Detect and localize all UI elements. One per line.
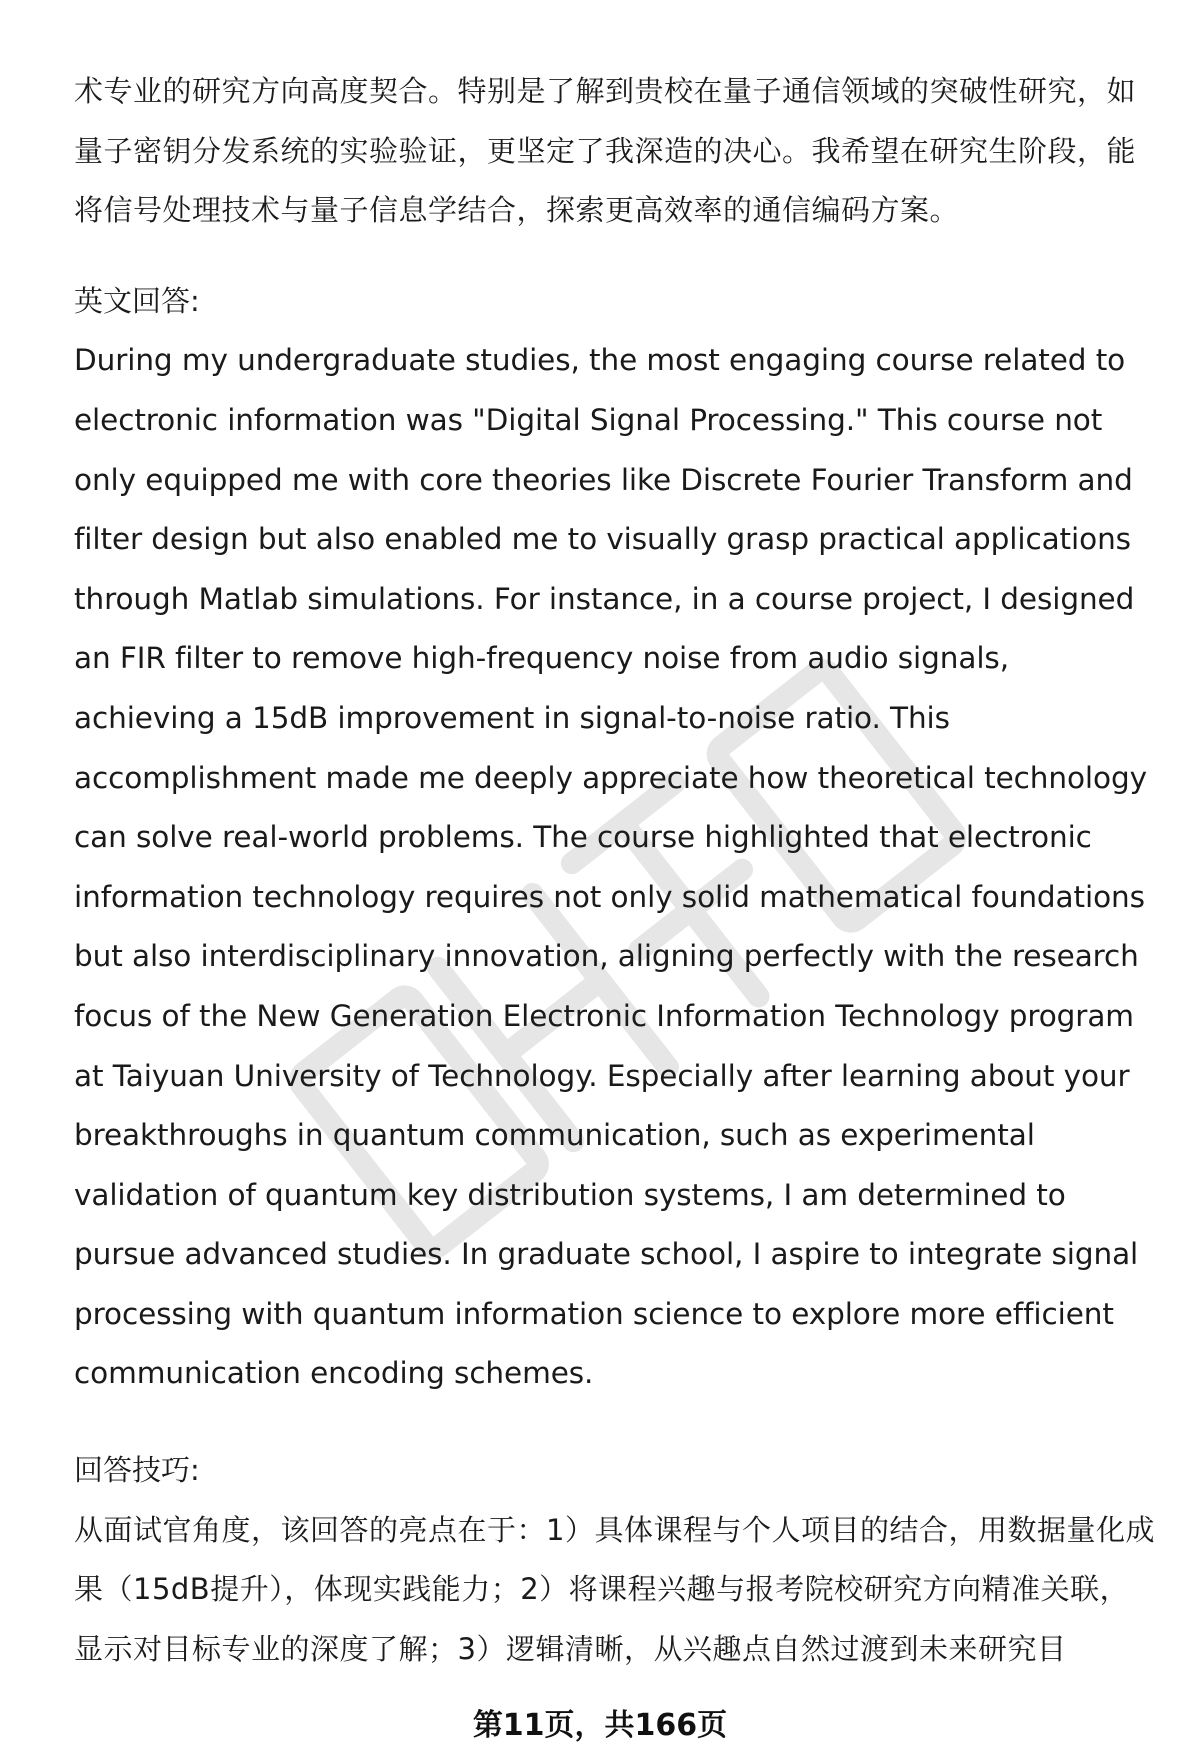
tips-heading: 回答技巧: xyxy=(74,1453,200,1488)
page-content xyxy=(74,62,1156,1679)
intro-paragraph: 术专业的研究方向高度契合。特别是了解到贵校在量子通信领域的突破性研究，如量子密钥分发系统的实验验证，更坚定了我深造的决心。我希望在研究生阶段，能将信号处理技术与量子信息学结合，探索更高效率的通信编码方案。 xyxy=(74,74,1137,228)
page-number: 第11页，共166页 xyxy=(472,1708,728,1743)
english-answer-heading: 英文回答: xyxy=(74,283,200,318)
tips-paragraph: 从面试官角度，该回答的亮点在于：1）具体课程与个人项目的结合，用数据量化成果（15dB提升），体现实践能力；2）将课程兴趣与报考院校研究方向精准关联，显示对目标专业的深度了解；3）逻辑清晰，从兴趣点自然过渡到未来研究目 xyxy=(74,1512,1155,1666)
english-answer-paragraph: During my undergraduate studies, the most engaging course related to electronic information was "Digital Signal Processing." This course not only equipped me with core theories like Discrete Fourier Transform and filter design but also enabled me to visually grasp practical applications through Matlab simulations. For instance, in a course project, I designed an FIR filter to remove high-frequency noise from audio signals, achieving a 15dB improvement in signal-to-noise ratio. This accomplishment made me deeply appreciate how theoretical technology can solve real-world problems. The course highlighted that electronic information technology requires not only solid mathematical foundations but also interdisciplinary innovation, aligning perfectly with the research focus of the New Generation Electronic Information Technology program at Taiyuan University of Technology. Especially after learning about your breakthroughs in quantum communication, such as experimental validation of quantum key distribution systems, I am determined to pursue advanced studies. In graduate school, I aspire to integrate signal processing with quantum information science to explore more efficient communication encoding schemes. xyxy=(74,343,1147,1391)
